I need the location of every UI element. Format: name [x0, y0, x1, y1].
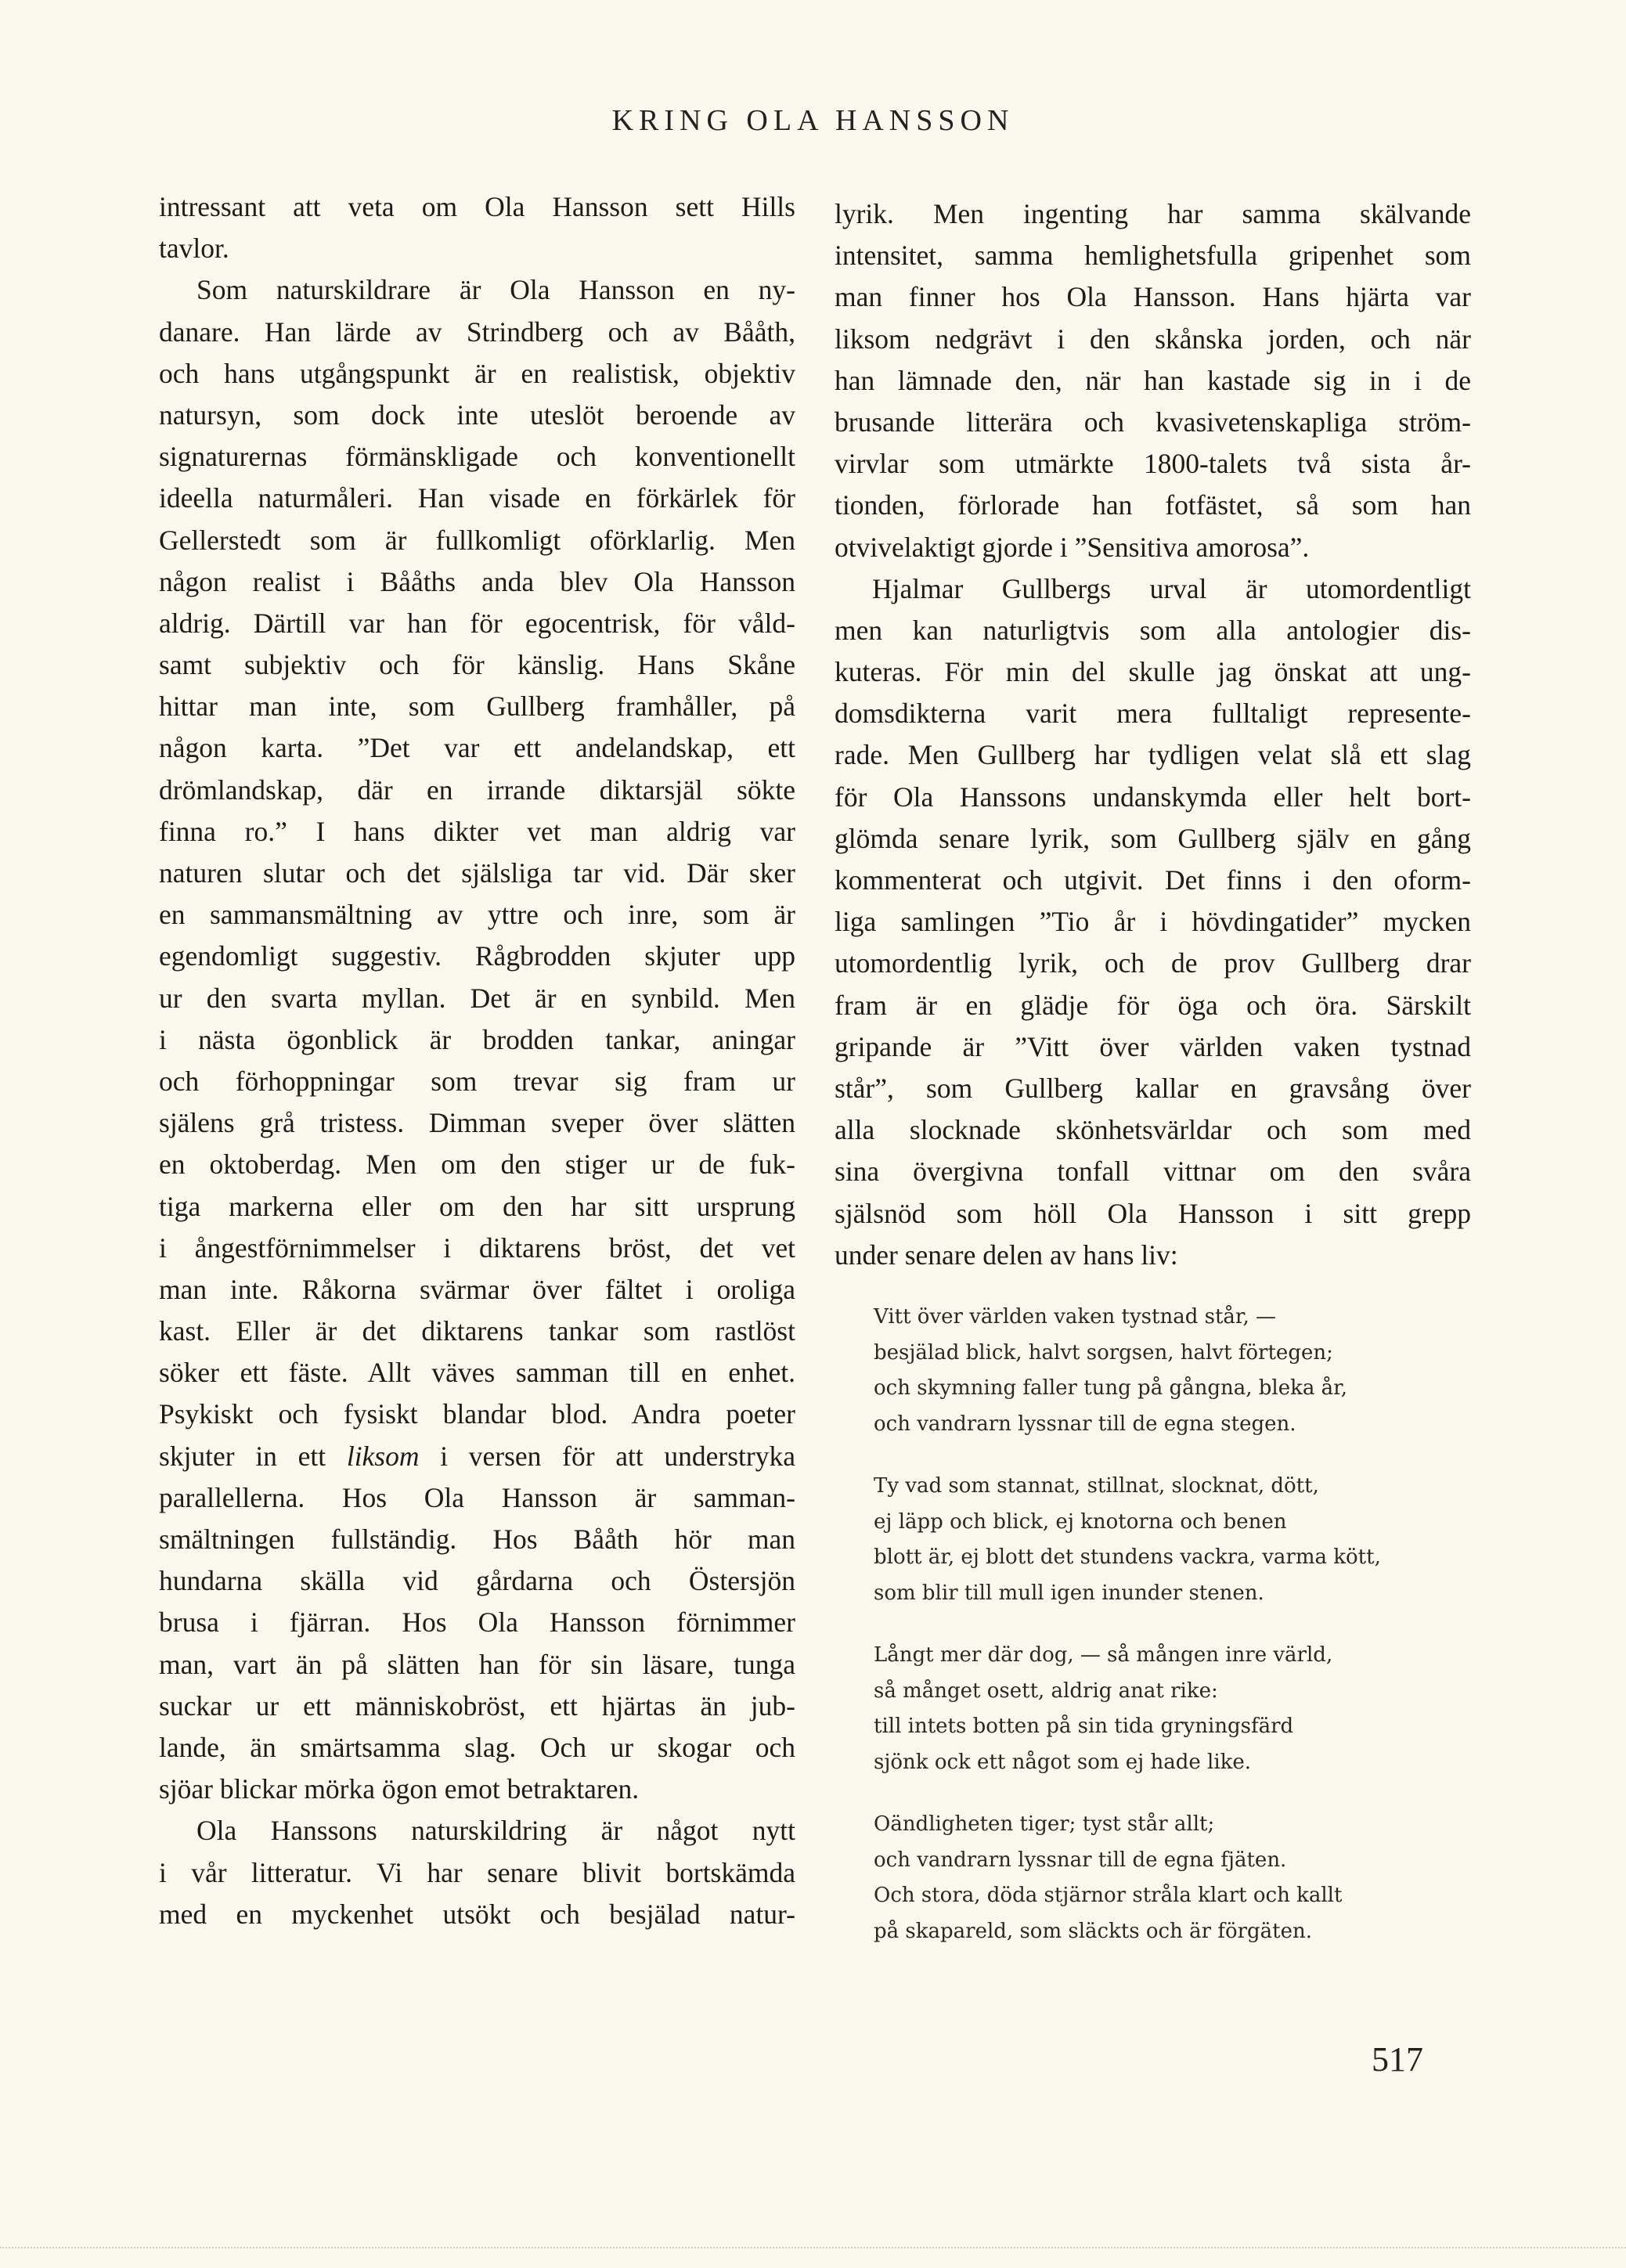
- poem-stanza: [874, 1469, 1484, 1611]
- text-line: en oktoberdag. Men om den stiger ur de fuk-: [159, 1148, 795, 1181]
- poem-line: Vitt över världen vaken tystnad står, —: [874, 1305, 1277, 1329]
- text-line: själsnöd som höll Ola Hansson i sitt grepp: [835, 1197, 1471, 1229]
- text-line: fram är en glädje för öga och öra. Särskilt: [835, 989, 1471, 1021]
- text-line: virvlar som utmärkte 1800-talets två sista år-: [835, 448, 1471, 480]
- text-line: Psykiskt och fysiskt blandar blod. Andra poeter: [159, 1398, 795, 1430]
- text-line: samt subjektiv och för känslig. Hans Skåne: [159, 649, 795, 681]
- text-line: egendomligt suggestiv. Rågbrodden skjuter upp: [159, 940, 795, 972]
- text-line: lyrik. Men ingenting har samma skälvande: [835, 198, 1471, 229]
- right-column: [835, 193, 1471, 1276]
- text-line: men kan naturligtvis som alla antologier dis-: [835, 614, 1471, 646]
- text-line: Som naturskildrare är Ola Hansson en ny-: [196, 274, 795, 306]
- text-line: kommenterat och utgivit. Det finns i den oform-: [835, 864, 1471, 896]
- text-line: brusa i fjärran. Hos Ola Hansson förnimmer: [159, 1606, 795, 1639]
- text-line: intressant att veta om Ola Hansson sett Hills: [159, 191, 795, 222]
- running-head: KRING OLA HANSSON: [611, 104, 1015, 137]
- text-line: aldrig. Därtill var han för egocentrisk, för våld-: [159, 607, 795, 639]
- text-line: i vår litteratur. Vi har senare blivit bortskämda: [159, 1856, 795, 1888]
- text-line: sina övergivna tonfall vittnar om den svåra: [835, 1156, 1471, 1188]
- poem-line: som blir till mull igen inunder stenen.: [874, 1581, 1264, 1605]
- left-column: [159, 186, 795, 1935]
- text-line: finna ro.” I hans dikter vet man aldrig var: [159, 815, 795, 847]
- poem-line: Och stora, döda stjärnor stråla klart och kallt: [874, 1884, 1343, 1907]
- poem-line: ej läpp och blick, ej knotorna och benen: [874, 1509, 1287, 1534]
- text-line: rade. Men Gullberg har tydligen velat slå ett slag: [835, 739, 1471, 771]
- text-line: Gellerstedt som är fullkomligt oförklarlig. Men: [159, 524, 795, 556]
- poem-line: och vandrarn lyssnar till de egna stegen.: [874, 1412, 1296, 1436]
- text-line: parallellerna. Hos Ola Hansson är samman-: [159, 1481, 795, 1513]
- text-line: intensitet, samma hemlighetsfulla gripenhet som: [835, 240, 1471, 272]
- text-line: i nästa ögonblick är brodden tankar, aningar: [159, 1023, 795, 1055]
- text-line: någon karta. ”Det var ett andelandskap, ett: [159, 732, 795, 764]
- poem-line: och vandrarn lyssnar till de egna fjäten.: [874, 1848, 1287, 1872]
- text-line: natursyn, som dock inte uteslöt beroende av: [159, 398, 795, 431]
- text-line: otvivelaktigt gjorde i ”Sensitiva amorosa”.: [835, 531, 1310, 563]
- text-line: kast. Eller är det diktarens tankar som rastlöst: [159, 1315, 795, 1347]
- text-line: hundarna skälla vid gårdarna och Östersjön: [159, 1565, 795, 1597]
- text-line: och hans utgångspunkt är en realistisk, objektiv: [159, 357, 795, 389]
- text-line: själens grå tristess. Dimman sveper över slätten: [159, 1107, 795, 1139]
- poem-stanza: [874, 1807, 1484, 1949]
- poem-line: på skapareld, som släckts och är förgäten.: [874, 1919, 1313, 1943]
- poem-line: till intets botten på sin tida gryningsfärd: [874, 1715, 1294, 1738]
- text-line: någon realist i Bååths anda blev Ola Hansson: [159, 565, 795, 597]
- text-line: smältningen fullständig. Hos Bååth hör man: [159, 1523, 795, 1555]
- page-edge-dots: [0, 2247, 1626, 2250]
- text-line: ideella naturmåleri. Han visade en förkärlek för: [159, 482, 795, 514]
- text-line: Hjalmar Gullbergs urval är utomordentligt: [872, 572, 1471, 604]
- text-line: i ångestförnimmelser i diktarens bröst, det vet: [159, 1231, 795, 1264]
- text-line: brusande litterära och kvasivetenskapliga ström-: [835, 406, 1471, 438]
- text-line: under senare delen av hans liv:: [835, 1239, 1178, 1271]
- text-line: står”, som Gullberg kallar en gravsång över: [835, 1072, 1471, 1104]
- text-line: han lämnade den, när han kastade sig in i de: [835, 364, 1471, 396]
- poem-line: och skymning faller tung på gångna, bleka år,: [874, 1376, 1347, 1400]
- page-number: 517: [1372, 2040, 1423, 2079]
- text-line: gripande är ”Vitt över världen vaken tystnad: [835, 1030, 1471, 1062]
- text-line: lande, än smärtsamma slag. Och ur skogar och: [159, 1731, 795, 1763]
- poem-line: så månget osett, aldrig anat rike:: [874, 1678, 1218, 1703]
- text-span: skjuter in ett: [159, 1440, 347, 1472]
- poem-stanza: [874, 1638, 1484, 1780]
- italic-word: liksom: [346, 1440, 420, 1472]
- text-line: suckar ur ett människobröst, ett hjärtas än jub-: [159, 1689, 795, 1722]
- poem-line: Ty vad som stannat, stillnat, slocknat, dött,: [874, 1474, 1319, 1498]
- text-line: med en myckenhet utsökt och besjälad natur-: [159, 1898, 795, 1930]
- text-span: i versen för att understryka: [419, 1440, 795, 1472]
- text-line: utomordentlig lyrik, och de prov Gullberg drar: [835, 947, 1471, 979]
- text-line: tavlor.: [159, 233, 229, 265]
- text-line: man, vart än på slätten han för sin läsare, tunga: [159, 1648, 795, 1680]
- text-line: liga samlingen ”Tio år i hövdingatider” mycken: [835, 906, 1471, 938]
- text-line: Ola Hanssons naturskildring är något nytt: [196, 1815, 795, 1847]
- poem-line: Oändligheten tiger; tyst står allt;: [874, 1812, 1215, 1836]
- text-line: kuteras. För min del skulle jag önskat att ung-: [835, 656, 1471, 688]
- poem-stanza: [874, 1300, 1484, 1442]
- poem-line: sjönk ock ett något som ej hade like.: [874, 1750, 1252, 1774]
- text-line: sjöar blickar mörka ögon emot betraktaren.: [159, 1773, 640, 1805]
- text-line: [159, 1436, 795, 1477]
- text-line: naturen slutar och det själsliga tar vid. Där sker: [159, 857, 795, 889]
- text-line: ur den svarta myllan. Det är en synbild. Men: [159, 982, 795, 1014]
- text-line: hittar man inte, som Gullberg framhåller, på: [159, 690, 795, 723]
- text-line: tiga markerna eller om den har sitt ursprung: [159, 1190, 795, 1222]
- text-line: man finner hos Ola Hansson. Hans hjärta var: [835, 281, 1471, 313]
- text-line: för Ola Hanssons undanskymda eller helt bort-: [835, 781, 1471, 813]
- poem-line: besjälad blick, halvt sorgsen, halvt förtegen;: [874, 1340, 1333, 1365]
- text-line: signaturernas förmänskligade och konventionellt: [159, 441, 795, 473]
- text-line: drömlandskap, där en irrande diktarsjäl sökte: [159, 773, 795, 806]
- text-line: söker ett fäste. Allt väves samman till en enhet.: [159, 1357, 795, 1389]
- poem-quotation: [874, 1300, 1484, 1976]
- text-line: domsdikterna varit mera fulltaligt represente-: [835, 698, 1471, 730]
- text-line: en sammansmältning av yttre och inre, som är: [159, 899, 795, 931]
- text-line: liksom nedgrävt i den skånska jorden, och när: [835, 323, 1471, 355]
- text-line: och förhoppningar som trevar sig fram ur: [159, 1065, 795, 1097]
- text-line: glömda senare lyrik, som Gullberg själv en gång: [835, 822, 1471, 854]
- text-line: tionden, förlorade han fotfästet, så som han: [835, 489, 1471, 521]
- poem-line: blott är, ej blott det stundens vackra, varma kött,: [874, 1545, 1381, 1569]
- text-line: alla slocknade skönhetsvärldar och som med: [835, 1114, 1471, 1146]
- poem-line: Långt mer där dog, — så mången inre värld,: [874, 1643, 1333, 1667]
- text-line: man inte. Råkorna svärmar över fältet i oroliga: [159, 1273, 795, 1305]
- text-line: danare. Han lärde av Strindberg och av Bååth,: [159, 316, 795, 348]
